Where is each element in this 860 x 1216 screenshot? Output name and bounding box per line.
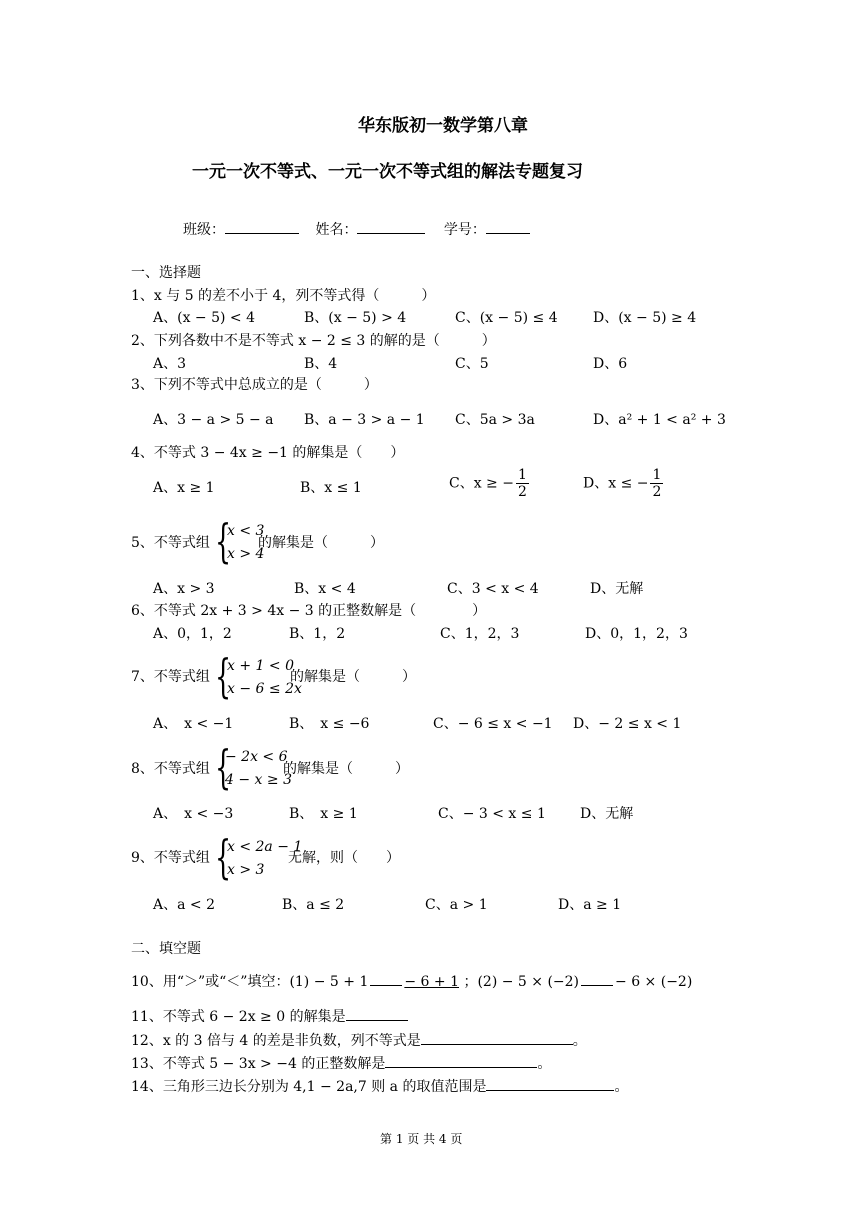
q9-option-b: B、a ≤ 2 [282,897,345,913]
q9-system-line1: x < 2a − 1 [227,839,303,855]
q10-line [131,971,692,991]
q7-prefix: 7、不等式组 [131,669,210,685]
q9-prefix: 9、不等式组 [131,850,210,866]
q8-option-a: A、 x < −3 [153,806,234,822]
fraction-denominator: 2 [517,484,527,500]
q9-option-d: D、a ≥ 1 [558,897,622,913]
page-number: 第 1 页 共 4 页 [380,1132,463,1146]
q9-system-line2: x > 3 [227,862,265,878]
fraction-numerator: 1 [652,467,662,483]
q14-blank[interactable] [486,1076,614,1091]
q12-line [131,1030,587,1050]
q6-option-d: D、0，1，2，3 [585,626,688,642]
section1-title: 一、选择题 [131,265,201,281]
name-label: 姓名： [315,222,358,238]
q2-option-d: D、6 [593,356,628,372]
q3-option-a: A、3 − a > 5 − a [153,412,274,428]
q8-prefix: 8、不等式组 [131,761,210,777]
q10-blank-2[interactable] [581,971,613,986]
q11-text: 11、不等式 6 − 2x ≥ 0 的解集是 [131,1009,346,1025]
q7-system-line2: x − 6 ≤ 2x [227,681,302,697]
q7-option-c: C、− 6 ≤ x < −1 [433,716,553,732]
q6-stem: 6、不等式 2x + 3 > 4x − 3 的正整数解是（ ） [131,603,487,619]
q1-option-d: D、(x − 5) ≥ 4 [593,310,697,326]
q1-option-c: C、(x − 5) ≤ 4 [455,310,558,326]
left-brace: { [215,740,232,794]
q5-system-line2: x > 4 [227,546,265,562]
q3-option-c: C、5a > 3a [455,412,535,428]
q9-suffix: 无解，则（ ） [288,850,400,866]
q9-option-c: C、a > 1 [425,897,488,913]
q14-text: 14、三角形三边长分别为 4,1 − 2a,7 则 a 的取值范围是 [131,1079,487,1095]
left-brace: { [215,514,232,568]
q4-option-c: C、x ≥ − $\frac{1}{2}$ [449,467,527,500]
q13-text: 13、不等式 5 − 3x > −4 的正整数解是 [131,1056,386,1072]
q7-system-line1: x + 1 < 0 [227,658,294,674]
q3-stem: 3、下列不等式中总成立的是（ ） [131,377,378,393]
left-brace: { [215,649,232,703]
q4-option-a: A、x ≥ 1 [153,480,215,496]
q8-system-line2: 4 − x ≥ 3 [225,772,292,788]
q7-option-d: D、− 2 ≤ x < 1 [573,716,682,732]
q8-option-c: C、− 3 < x ≤ 1 [438,806,546,822]
q8-option-b: B、 x ≥ 1 [289,806,358,822]
fraction-numerator: 1 [517,467,527,483]
q9-option-a: A、a < 2 [153,897,215,913]
q5-option-b: B、x < 4 [294,581,356,597]
q7-suffix: 的解集是（ ） [290,669,416,685]
q3-option-d: D、a² + 1 < a² + 3 [593,412,726,428]
q12-period: 。 [572,1033,587,1049]
class-label: 班级： [183,222,225,238]
q8-system-line1: − 2x < 6 [225,749,288,765]
q13-period: 。 [537,1056,552,1072]
q5-option-d: D、无解 [590,581,644,597]
q10-part1: 10、用“＞”或“＜”填空：(1) − 5 + 1 [131,974,369,990]
info-line [183,219,530,239]
q1-option-a: A、(x − 5) < 4 [153,310,256,326]
id-blank[interactable] [486,219,530,234]
q11-blank[interactable] [346,1006,408,1021]
q6-option-b: B、1，2 [289,626,346,642]
id-label: 学号： [443,222,486,238]
q13-line [131,1053,551,1073]
page-subtitle: 一元一次不等式、一元一次不等式组的解法专题复习 [192,162,583,182]
q2-stem: 2、下列各数中不是不等式 x − 2 ≤ 3 的解的是（ ） [131,333,496,349]
q11-line [131,1006,408,1026]
q10-part4: − 6 × (−2) [615,974,693,990]
q4-option-d: D、x ≤ − $\frac{1}{2}$ [583,467,662,500]
q14-line [131,1076,628,1096]
q8-option-d: D、无解 [580,806,634,822]
q2-option-a: A、3 [153,356,187,372]
q3-option-b: B、a − 3 > a − 1 [304,412,425,428]
fraction-denominator: 2 [652,484,662,500]
q10-part2: − 6 + 1 [404,974,459,990]
q5-suffix: 的解集是（ ） [258,535,384,551]
q5-option-c: C、3 < x < 4 [447,581,539,597]
q8-suffix: 的解集是（ ） [283,761,409,777]
q12-blank[interactable] [421,1030,573,1045]
q5-option-a: A、x > 3 [153,581,215,597]
q10-blank-1[interactable] [370,971,402,986]
name-blank[interactable] [357,219,425,234]
q7-option-b: B、 x ≤ −6 [289,716,370,732]
q2-option-b: B、4 [304,356,338,372]
class-blank[interactable] [225,219,299,234]
q1-option-b: B、(x − 5) > 4 [304,310,407,326]
q6-option-c: C、1，2，3 [440,626,520,642]
q4-stem: 4、不等式 3 − 4x ≥ −1 的解集是（ ） [131,445,405,461]
q14-period: 。 [614,1079,629,1095]
q5-system-line1: x < 3 [227,523,265,539]
q2-option-c: C、5 [455,356,489,372]
q6-option-a: A、0，1，2 [153,626,232,642]
q4-option-b: B、x ≤ 1 [300,480,362,496]
q5-prefix: 5、不等式组 [131,535,210,551]
q1-stem: 1、x 与 5 的差不小于 4，列不等式得（ ） [131,288,436,304]
section2-title: 二、填空题 [131,941,201,957]
page-title: 华东版初一数学第八章 [358,116,528,136]
q10-part3: ；(2) − 5 × (−2) [463,974,580,990]
q12-text: 12、x 的 3 倍与 4 的差是非负数，列不等式是 [131,1033,421,1049]
left-brace: { [215,830,232,884]
q7-option-a: A、 x < −1 [153,716,234,732]
q13-blank[interactable] [385,1053,537,1068]
